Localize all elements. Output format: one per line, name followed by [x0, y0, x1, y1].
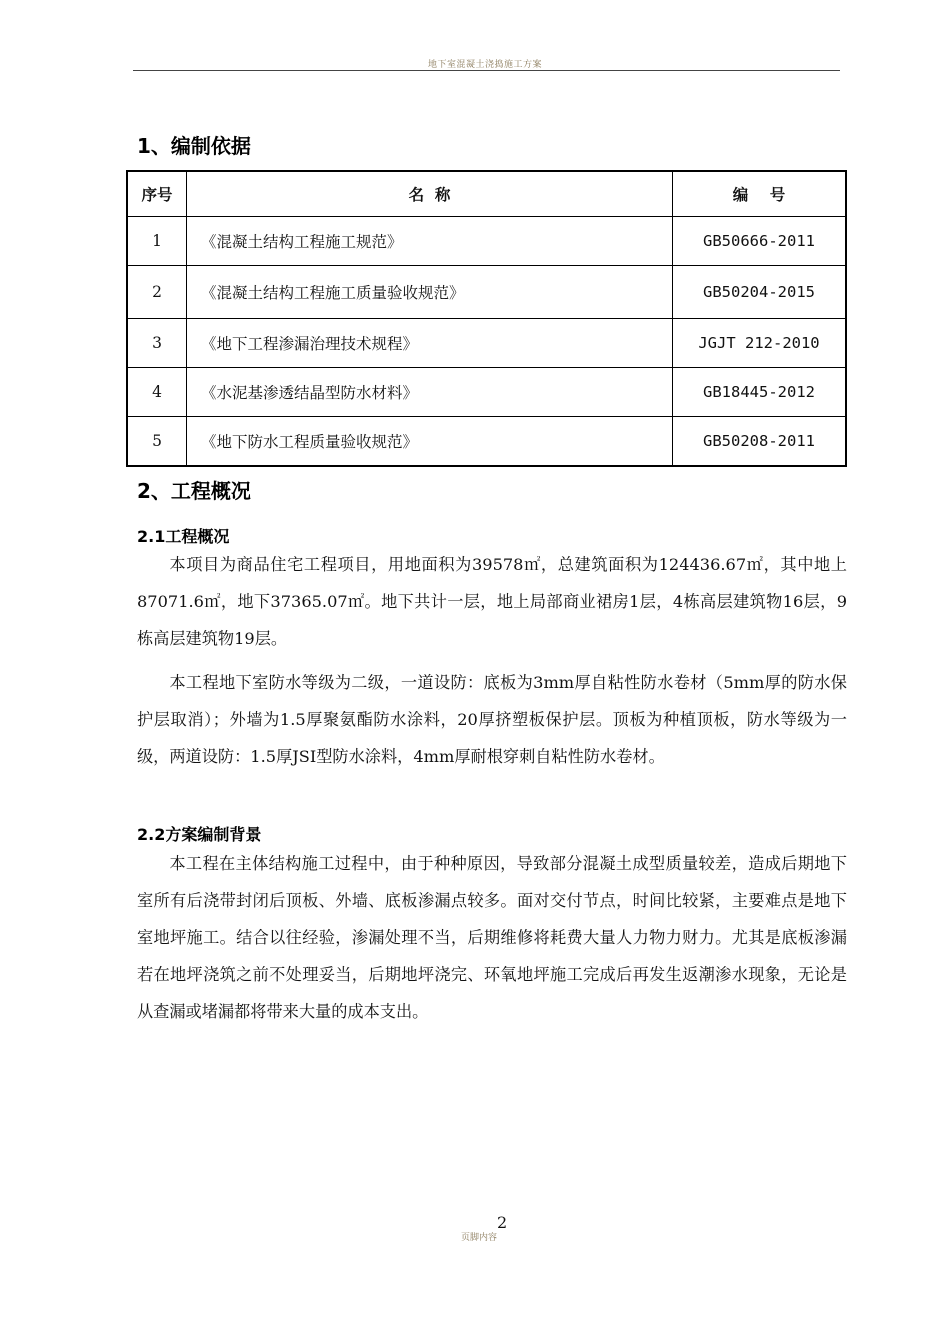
- row-name: 《混凝土结构工程施工规范》: [187, 217, 673, 266]
- table-row: [127, 368, 846, 417]
- table-row: [127, 217, 846, 266]
- header-divider: [133, 70, 840, 71]
- col-header-code: 编 号: [673, 171, 847, 217]
- table-header-row: [127, 171, 846, 217]
- subsection-2-2-heading: 2.2方案编制背景: [137, 825, 262, 844]
- background-paragraph: 本工程在主体结构施工过程中，由于种种原因，导致部分混凝土成型质量较差，造成后期地下室所有后浇带封闭后顶板、外墙、底板渗漏点较多。面对交付节点，时间比较紧，主要难点是地下室地坪施工。结合以往经验，渗漏处理不当，后期维修将耗费大量人力物力财力。尤其是底板渗漏若在地坪浇筑之前不处理妥当，后期地坪浇完、环氧地坪施工完成后再发生返潮渗水现象，无论是从查漏或堵漏都将带来大量的成本支出。: [137, 854, 847, 1021]
- overview-paragraph-2: 本工程地下室防水等级为二级，一道设防：底板为3mm厚自粘性防水卷材（5mm厚的防水保护层取消）；外墙为1.5厚聚氨酯防水涂料，20厚挤塑板保护层。顶板为种植顶板，防水等级为一级，两道设防：1.5厚JSⅠ型防水涂料，4mm厚耐根穿刺自粘性防水卷材。: [137, 673, 847, 766]
- section1-heading: 1、编制依据: [137, 134, 251, 158]
- row-no: 3: [127, 319, 187, 368]
- row-name: 《地下工程渗漏治理技术规程》: [187, 319, 673, 368]
- row-code: GB50204-2015: [673, 266, 847, 319]
- row-no: 2: [127, 266, 187, 319]
- row-name: 《混凝土结构工程施工质量验收规范》: [187, 266, 673, 319]
- row-code: JGJT 212-2010: [673, 319, 847, 368]
- row-no: 1: [127, 217, 187, 266]
- overview-paragraph-1: 本项目为商品住宅工程项目，用地面积为39578㎡，总建筑面积为124436.67㎡，其中地上87071.6㎡，地下37365.07㎡。地下共计一层，地上局部商业裙房1层，4栋高层建筑物16层，9栋高层建筑物19层。: [137, 555, 847, 648]
- subsection-2-1-heading: 2.1工程概况: [137, 527, 230, 546]
- table-row: [127, 266, 846, 319]
- col-header-no: 序号: [127, 171, 187, 217]
- table-row: [127, 417, 846, 467]
- col-header-name: 名 称: [187, 171, 673, 217]
- row-name: 《水泥基渗透结晶型防水材料》: [187, 368, 673, 417]
- footer-label: 页脚内容: [461, 1233, 498, 1243]
- row-no: 4: [127, 368, 187, 417]
- page-header-title: 地下室混凝土浇捣施工方案: [427, 60, 542, 70]
- row-no: 5: [127, 417, 187, 467]
- row-code: GB50208-2011: [673, 417, 847, 467]
- table-row: [127, 319, 846, 368]
- page-number: 2: [497, 1213, 508, 1232]
- reference-standards-table: [126, 170, 847, 467]
- row-code: GB18445-2012: [673, 368, 847, 417]
- row-name: 《地下防水工程质量验收规范》: [187, 417, 673, 467]
- row-code: GB50666-2011: [673, 217, 847, 266]
- section2-heading: 2、工程概况: [137, 479, 251, 503]
